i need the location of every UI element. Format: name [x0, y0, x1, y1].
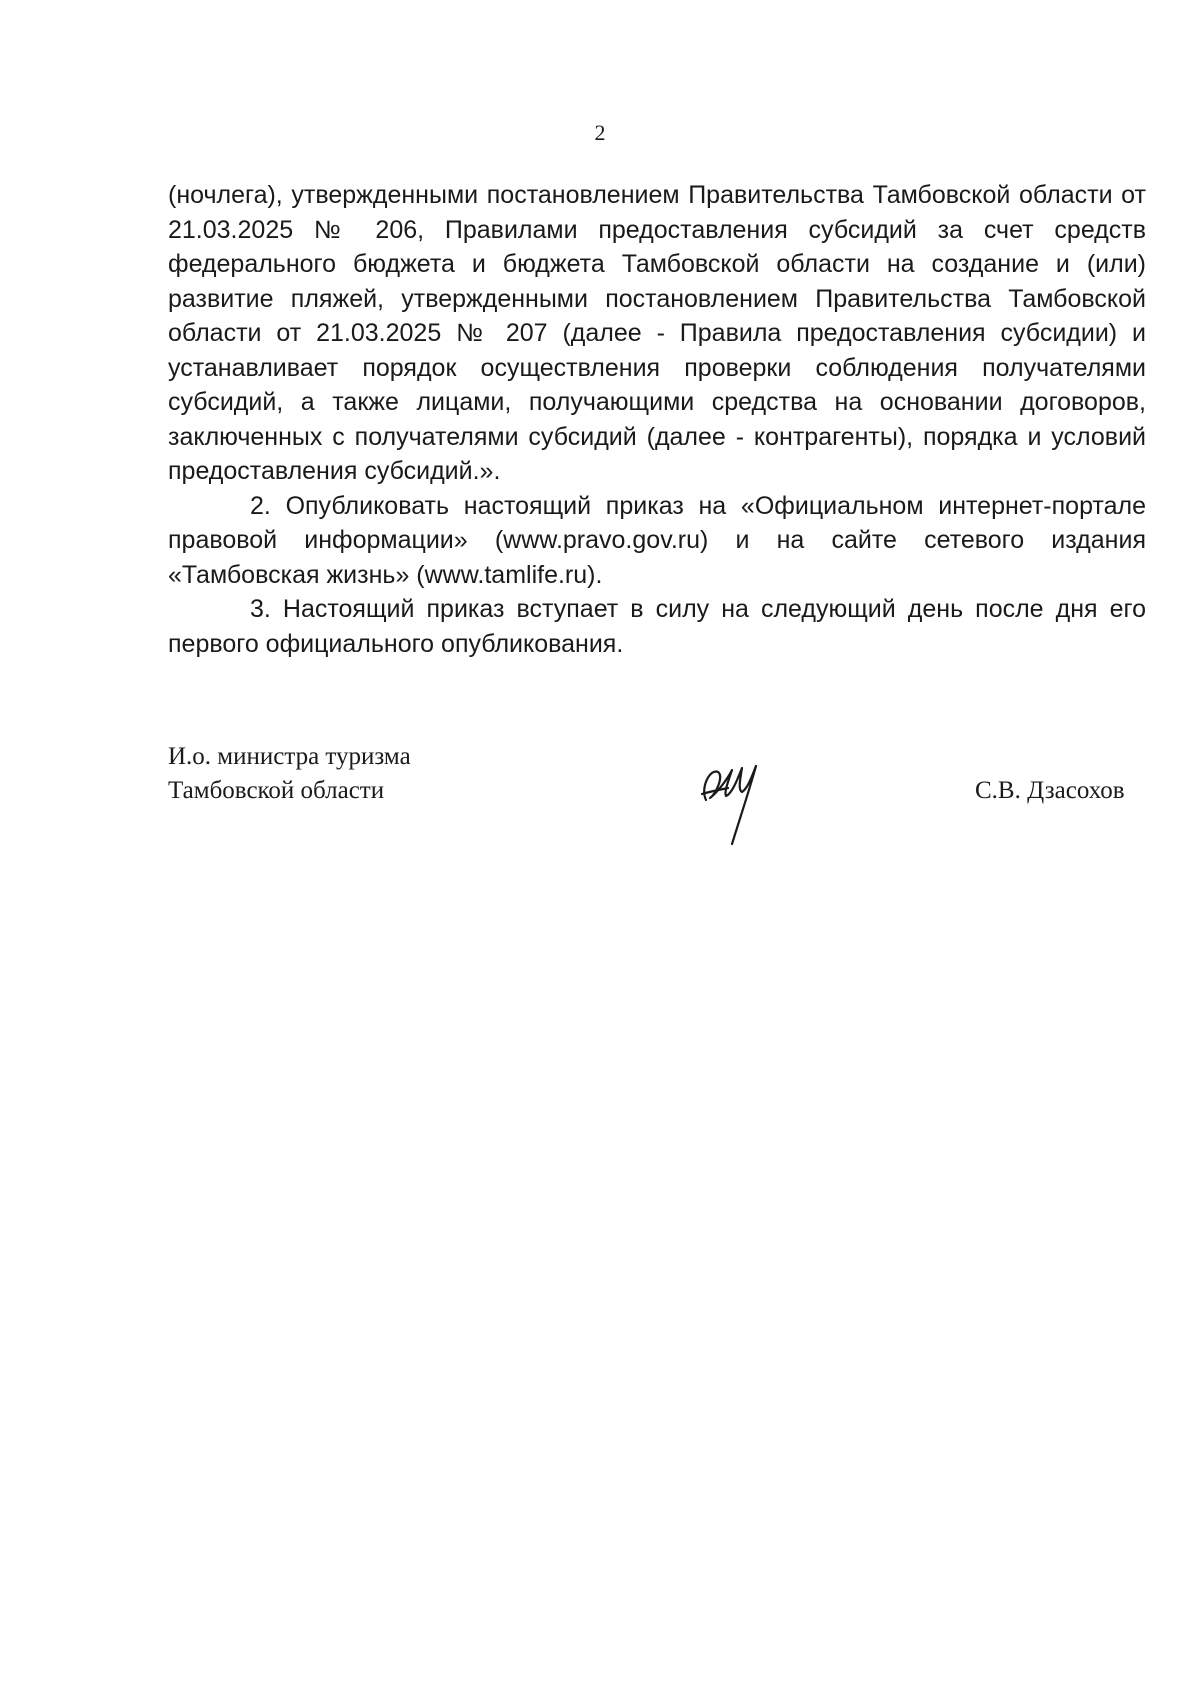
signer-name: С.В. Дзасохов	[975, 777, 1125, 804]
document-body	[168, 178, 1146, 661]
paragraph-continuation: (ночлега), утвержденными постановлением Правительства Тамбовской области от 21.03.2025 № 206, Правилами предоставления субсидий за счет средств федерального бюджета и бюджета Тамбовской области на создание и (или) развитие пляжей, утвержденными постановлением Правительства Тамбовской области от 21.03.2025 № 207 (далее - Правила предоставления субсидии) и устанавливает порядок осуществления проверки соблюдения получателями субсидий, а также лицами, получающими средства на основании договоров, заключенных с получателями субсидий (далее - контрагенты), порядка и условий предоставления субсидий.».	[168, 181, 1146, 485]
signatory-title-line-1: И.о. министра туризма	[168, 743, 411, 770]
handwritten-signature-icon	[688, 748, 788, 858]
signatory-title	[168, 740, 411, 808]
paragraph-item-2: 2. Опубликовать настоящий приказ на «Официальном интернет-портале правовой информации» (www.pravo.gov.ru) и на сайте сетевого издания «Тамбовская жизнь» (www.tamlife.ru).	[168, 491, 1146, 589]
paragraph-item-3: 3. Настоящий приказ вступает в силу на следующий день после дня его первого официального опубликования.	[168, 595, 1146, 658]
signatory-title-line-2: Тамбовской области	[168, 777, 385, 804]
page-number: 2	[594, 120, 606, 145]
